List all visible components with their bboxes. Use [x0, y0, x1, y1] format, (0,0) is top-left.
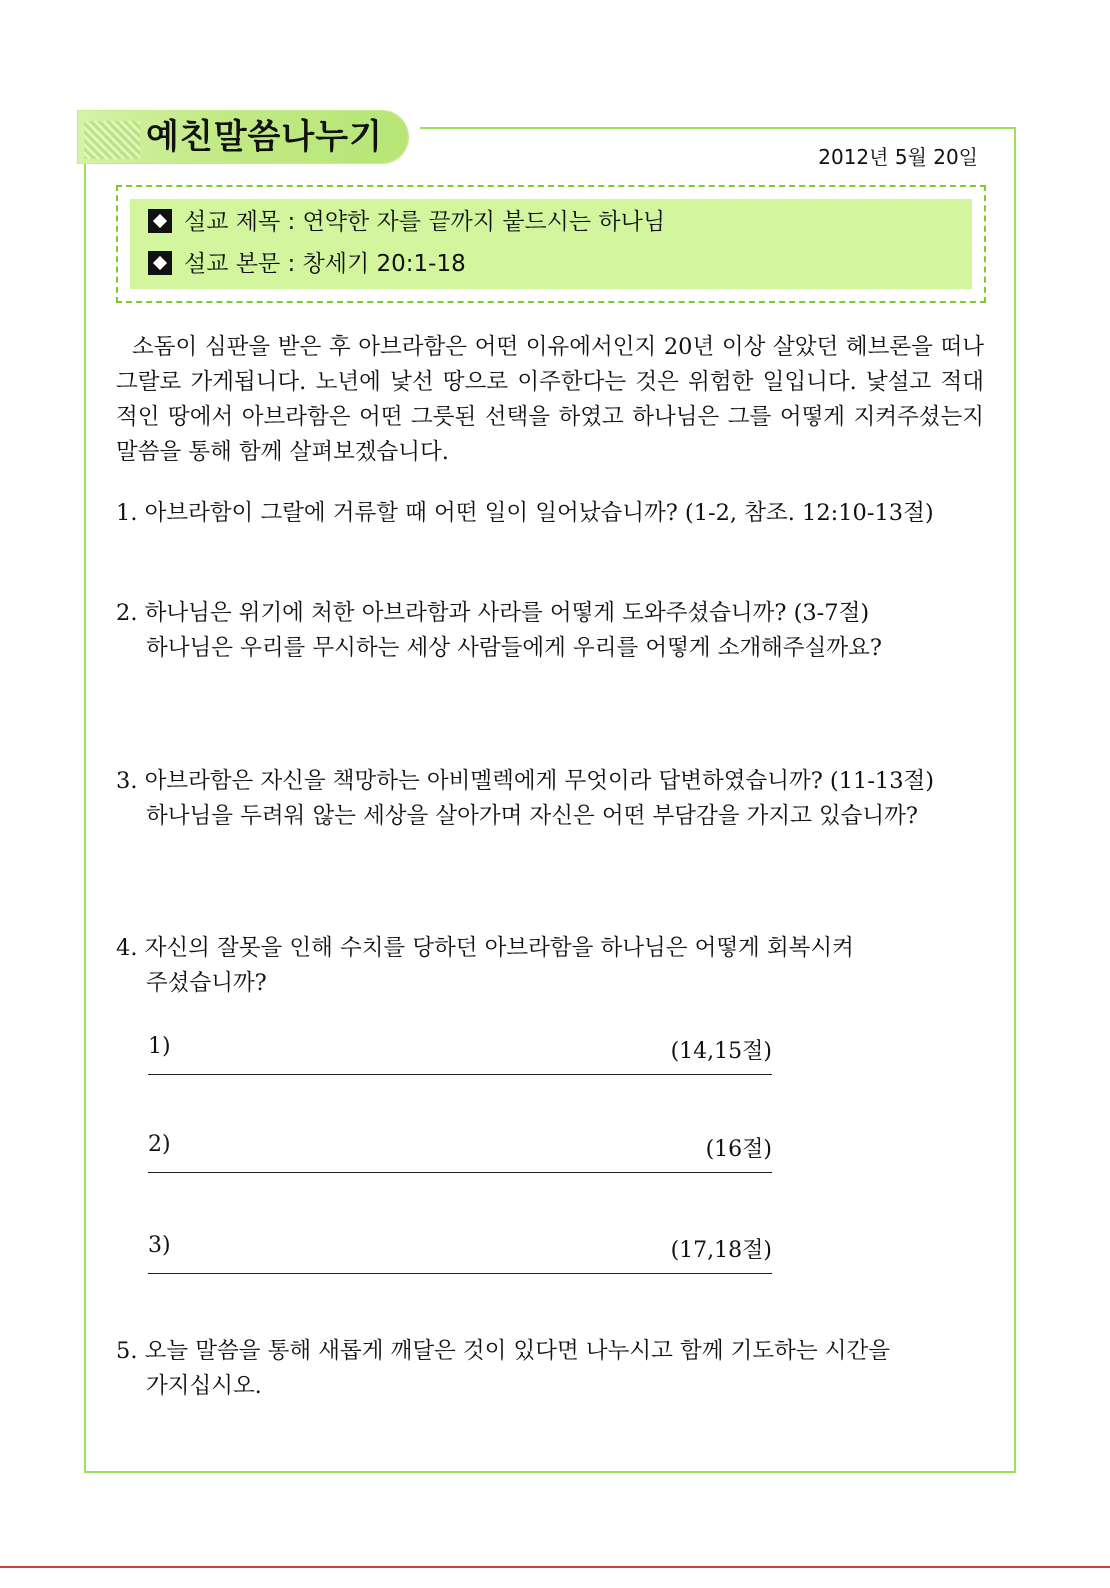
sermon-title-row [148, 205, 665, 239]
date: 2012년 5월 20일 [818, 145, 978, 169]
answer-line-1[interactable] [148, 1034, 772, 1075]
sermon-text: 설교 본문 : 창세기 20:1-18 [184, 251, 466, 277]
question-4-text: 4. 자신의 잘못을 인해 수치를 당하던 아브라함을 하나님은 어떻게 회복시켜 [116, 935, 854, 961]
answer-line-2[interactable] [148, 1132, 772, 1173]
diamond-bullet-icon [148, 209, 172, 233]
sermon-info-inner [130, 199, 972, 289]
sermon-info-box [116, 185, 986, 303]
answer-line-3[interactable] [148, 1233, 772, 1274]
question-3-subtext: 하나님을 두려워 않는 세상을 살아가며 자신은 어떤 부담감을 가지고 있습니까? [146, 803, 918, 829]
answer-number: 3) [148, 1233, 171, 1258]
question-5-text: 5. 오늘 말씀을 통해 새롭게 깨달은 것이 있다면 나누시고 함께 기도하는 시간을 [116, 1338, 890, 1364]
question-4 [116, 931, 996, 1001]
intro-paragraph: 소돔이 심판을 받은 후 아브라함은 어떤 이유에서인지 20년 이상 살았던 헤브론을 떠나 그랄로 가게됩니다. 노년에 낯선 땅으로 이주한다는 것은 위험한 일입니다. 낯설고 적대적인 땅에서 아브라함은 어떤 그릇된 선택을 하였고 하나님은 그를 어떻게 지켜주셨는지 말씀을 통해 함께 살펴보겠습니다. [116, 334, 984, 465]
page-bottom-rule [0, 1566, 1110, 1568]
question-5-subtext: 가지십시오. [146, 1373, 262, 1399]
question-2 [116, 596, 996, 666]
diamond-bullet-icon [148, 251, 172, 275]
question-2-subtext: 하나님은 우리를 무시하는 세상 사람들에게 우리를 어떻게 소개해주실까요? [146, 635, 882, 661]
question-2-text: 2. 하나님은 위기에 처한 아브라함과 사라를 어떻게 도와주셨습니까? (3-7절) [116, 600, 870, 626]
sermon-title: 설교 제목 : 연약한 자를 끝까지 붙드시는 하나님 [184, 209, 666, 235]
answer-number: 1) [148, 1034, 171, 1059]
question-1-text: 1. 아브라함이 그랄에 거류할 때 어떤 일이 일어났습니까? (1-2, 참조. 12:10-13절) [116, 500, 934, 526]
title-decoration [84, 121, 140, 159]
question-1 [116, 496, 996, 531]
sermon-text-row [148, 247, 466, 281]
answer-reference: (14,15절) [670, 1039, 772, 1064]
page-title: 예친말씀나누기 [146, 117, 383, 157]
question-3-text: 3. 아브라함은 자신을 책망하는 아비멜렉에게 무엇이라 답변하였습니까? (11-13절) [116, 768, 935, 794]
question-3 [116, 764, 996, 834]
question-4-subtext: 주셨습니까? [146, 970, 267, 996]
question-5 [116, 1334, 996, 1404]
answer-reference: (16절) [705, 1137, 772, 1162]
answer-number: 2) [148, 1132, 171, 1157]
answer-reference: (17,18절) [670, 1238, 772, 1263]
